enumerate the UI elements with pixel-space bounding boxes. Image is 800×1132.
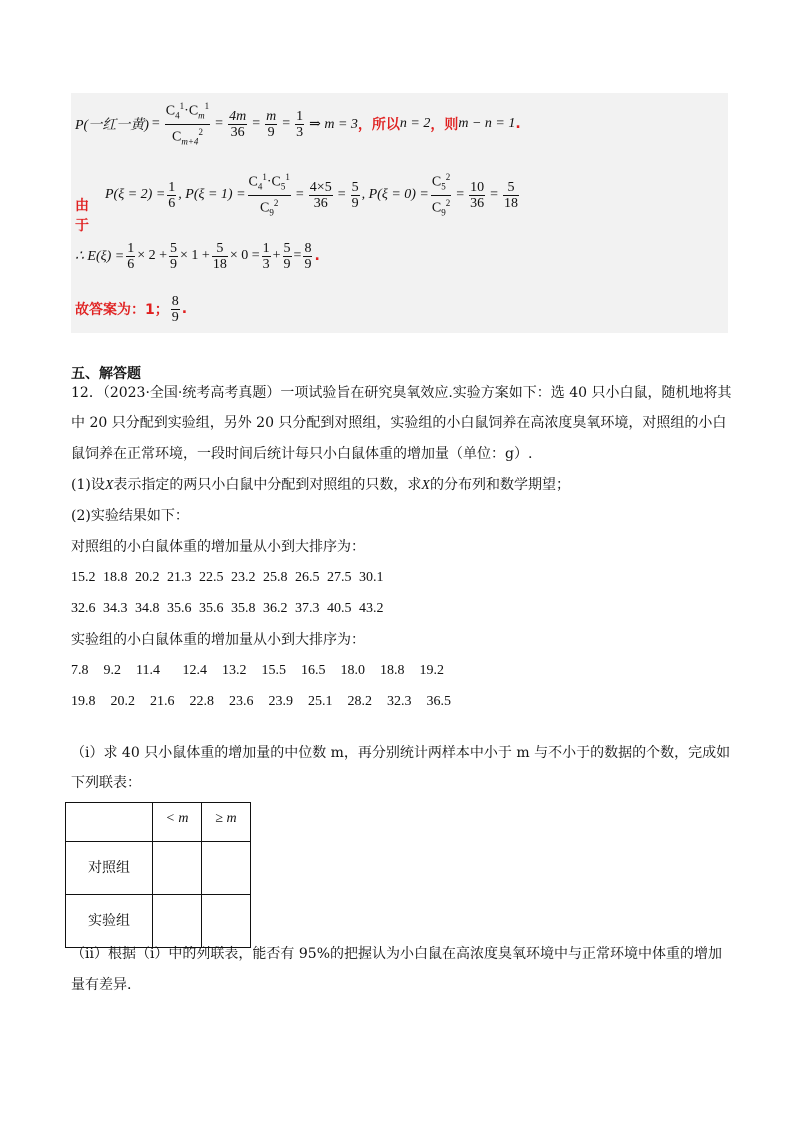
fraction-5-9: $\frac{5}{9}$ <box>170 240 178 272</box>
fraction-m-9: $\frac{m}{9}$ <box>266 108 277 140</box>
table-row <box>66 842 251 895</box>
question-1: (1)设X表示指定的两只小白鼠中分配到对照组的只数，求X的分布列和数学期望； <box>71 477 570 493</box>
answer-line-4: 故答案为：1； $\frac{8}{9}$ . <box>75 293 188 325</box>
n-equals: n = 2 <box>399 116 431 131</box>
table-header-cell: < m <box>153 803 202 842</box>
problem-line-2: 中 20 只分配到实验组，另外 20 只分配到对照组，实验组的小白鼠饲养在高浓度臭氧环境，对照组的小白 <box>71 415 727 431</box>
table-cell <box>202 895 251 948</box>
fraction-5-18: $\frac{5}{18}$ <box>212 240 227 272</box>
fraction-c4-c5-c9: $\frac{C_4^1\cdot C_5^1}{C_9^2}$ <box>248 172 290 217</box>
fraction-20-36: $\frac{4\times 5}{36}$ <box>309 179 332 211</box>
control-data-row-1: 15.2 18.8 20.2 21.3 22.5 23.2 25.8 26.5 27.5 30.1 <box>71 570 384 585</box>
answer-line-3: ∴ E(ξ) = $\frac{1}{6}$ × 2 + $\frac{5}{9}$ × 1 + $\frac{5}{18}$ × 0 = $\frac{1}{3}$ + $\frac{5}{9}$ = $\frac{8}{9}$ . <box>75 240 320 272</box>
m-minus-n: m − n = 1 <box>458 116 516 131</box>
table-cell <box>153 842 202 895</box>
prob-lhs: P(一红一黄) <box>75 118 149 133</box>
fraction-1-6: $\frac{1}{6}$ <box>168 179 176 211</box>
problem-line-3: 鼠饲养在正常环境，一段时间后统计每只小白鼠体重的增加量（单位：g）. <box>71 446 533 462</box>
fraction-combination: $\frac{C_4^1\cdot C_m^1}{C_{m+4}^2}$ <box>165 101 210 146</box>
contingency-table <box>65 802 251 948</box>
table-header-row <box>66 803 251 842</box>
section-title: 五、解答题 <box>71 366 141 382</box>
fraction-8-9: $\frac{8}{9}$ <box>304 240 312 272</box>
table-row <box>66 895 251 948</box>
fraction-5-9: $\frac{5}{9}$ <box>351 179 359 211</box>
table-cell <box>153 895 202 948</box>
table-cell <box>202 842 251 895</box>
fraction-1-6: $\frac{1}{6}$ <box>127 240 135 272</box>
problem-line-1: 12．（2023·全国·统考高考真题）一项试验旨在研究臭氧效应.实验方案如下：选 40 只小白鼠，随机地将其 <box>71 385 732 401</box>
fraction-4m-36: $\frac{4m}{36}$ <box>229 108 247 140</box>
table-header-cell: ≥ m <box>202 803 251 842</box>
since-label: 由于 <box>75 198 89 234</box>
question-2: (2)实验结果如下： <box>71 508 189 524</box>
experiment-group-label: 实验组的小白鼠体重的增加量从小到大排序为： <box>71 632 365 648</box>
question-i-line-1: （i）求 40 只小鼠体重的增加量的中位数 m，再分别统计两样本中小于 m 与不小于的数据的个数，完成如 <box>71 745 731 761</box>
control-group-label: 对照组的小白鼠体重的增加量从小到大排序为： <box>71 539 365 555</box>
final-answer-label: 故答案为：1； <box>75 302 169 318</box>
question-i-line-2: 下列联表： <box>71 775 141 791</box>
answer-box: P(一红一黄) = $\frac{C_4^1\cdot C_m^1}{C_{m+4}^2}$ = $\frac{4m}{36}$ = $\frac{m}{9}$ = $\frac{1}{3}$ ⇒ m = 3 ，所以 n = 2 ，则 m − n = 1 . 由于 P(ξ = 2) = $\frac{1}{6}$ , P(ξ = 1) = $\frac{C_4^1\cdot C_5^1}{C_9^2}$ = $\frac{4\times 5}{36}$ = $\frac{5}{9}$ , P(ξ = 0) = $\frac{C_5^2}{C_9^2}$ = $\frac{10}{36}$ = $\frac{5}{18}$ ∴ E(ξ) = $\frac{1}{6}$ × 2 + $\frac{5}{9}$ × 1 + $\frac{5}{18}$ × 0 = $\frac{1}{3}$ + $\frac{5}{9}$ = $\frac{8}{9}$ . 故答案为：1； $\frac{8}{9}$ . <box>71 93 728 333</box>
fraction-5-18: $\frac{5}{18}$ <box>504 179 519 211</box>
fraction-8-9: $\frac{8}{9}$ <box>171 293 179 325</box>
fraction-1-3: $\frac{1}{3}$ <box>262 240 270 272</box>
answer-line-1: P(一红一黄) = $\frac{C_4^1\cdot C_m^1}{C_{m+4}^2}$ = $\frac{4m}{36}$ = $\frac{m}{9}$ = $\frac{1}{3}$ ⇒ m = 3 ，所以 n = 2 ，则 m − n = 1 . <box>75 99 521 149</box>
experiment-data-row-1: 7.8 9.2 11.4 12.4 13.2 15.5 16.5 18.0 18.8 19.2 <box>71 663 444 678</box>
fraction-10-36: $\frac{10}{36}$ <box>470 179 485 211</box>
table-row-label: 对照组 <box>66 842 153 895</box>
fraction-1-3: $\frac{1}{3}$ <box>296 108 304 140</box>
table-row-label: 实验组 <box>66 895 153 948</box>
control-data-row-2: 32.6 34.3 34.8 35.6 35.6 35.8 36.2 37.3 40.5 43.2 <box>71 601 384 616</box>
question-ii-line-1: （ii）根据（i）中的列联表，能否有 95%的把握认为小白鼠在高浓度臭氧环境中与正常环境中体重的增加 <box>71 946 722 962</box>
fraction-c5-c9: $\frac{C_5^2}{C_9^2}$ <box>431 172 451 217</box>
result-m: ⇒ m = 3 <box>309 116 358 132</box>
experiment-data-row-2: 19.8 20.2 21.6 22.8 23.6 23.9 25.1 28.2 32.3 36.5 <box>71 694 451 709</box>
fraction-5-9: $\frac{5}{9}$ <box>283 240 291 272</box>
table-header-cell <box>66 803 153 842</box>
question-ii-line-2: 量有差异. <box>71 977 132 993</box>
